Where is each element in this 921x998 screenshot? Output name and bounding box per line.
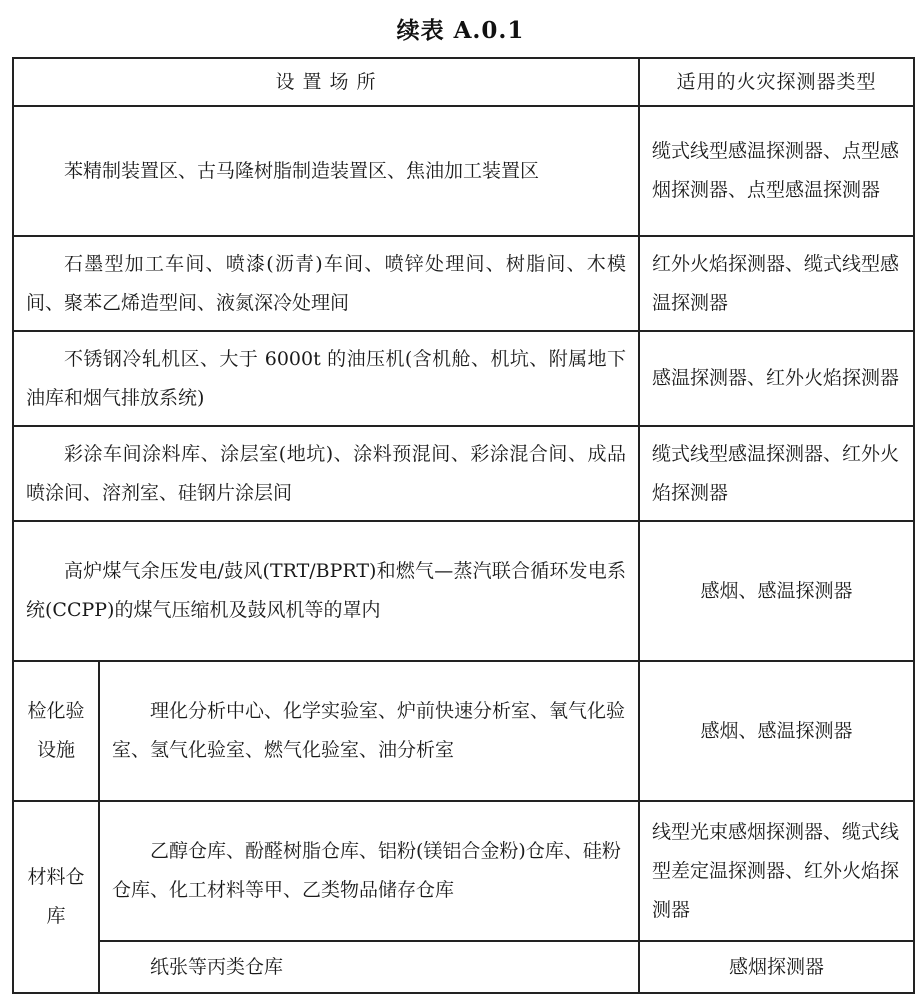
place-cell: 苯精制装置区、古马隆树脂制造装置区、焦油加工装置区	[13, 106, 639, 236]
place-cell: 纸张等丙类仓库	[99, 941, 639, 993]
detector-cell: 线型光束感烟探测器、缆式线型差定温探测器、红外火焰探测器	[639, 801, 914, 941]
table-row	[13, 661, 914, 801]
header-detector-type: 适用的火灾探测器类型	[639, 58, 914, 106]
detector-table	[12, 57, 915, 994]
detector-cell: 红外火焰探测器、缆式线型感温探测器	[639, 236, 914, 331]
header-place: 设 置 场 所	[13, 58, 639, 106]
place-cell: 不锈钢冷轧机区、大于 6000t 的油压机(含机舱、机坑、附属地下油库和烟气排放系统)	[13, 331, 639, 426]
detector-cell: 感烟、感温探测器	[639, 661, 914, 801]
table-header-row	[13, 58, 914, 106]
place-cell: 高炉煤气余压发电/鼓风(TRT/BPRT)和燃气—蒸汽联合循环发电系统(CCPP)的煤气压缩机及鼓风机等的罩内	[13, 521, 639, 661]
group-label-lab: 检化验设施	[13, 661, 99, 801]
detector-cell: 感温探测器、红外火焰探测器	[639, 331, 914, 426]
detector-cell: 缆式线型感温探测器、红外火焰探测器	[639, 426, 914, 521]
table-row	[13, 941, 914, 993]
table-title: 续表 A.0.1	[396, 17, 525, 44]
detector-cell: 感烟、感温探测器	[639, 521, 914, 661]
table-row	[13, 106, 914, 236]
table-row	[13, 801, 914, 941]
detector-cell: 感烟探测器	[639, 941, 914, 993]
table-row	[13, 236, 914, 331]
table-row	[13, 426, 914, 521]
table-row	[13, 521, 914, 661]
place-cell: 石墨型加工车间、喷漆(沥青)车间、喷锌处理间、树脂间、木模间、聚苯乙烯造型间、液氮深冷处理间	[13, 236, 639, 331]
group-label-warehouse: 材料仓库	[13, 801, 99, 993]
detector-cell: 缆式线型感温探测器、点型感烟探测器、点型感温探测器	[639, 106, 914, 236]
table-row	[13, 331, 914, 426]
place-cell: 乙醇仓库、酚醛树脂仓库、铝粉(镁铝合金粉)仓库、硅粉仓库、化工材料等甲、乙类物品储存仓库	[99, 801, 639, 941]
place-cell: 彩涂车间涂料库、涂层室(地坑)、涂料预混间、彩涂混合间、成品喷涂间、溶剂室、硅钢片涂层间	[13, 426, 639, 521]
place-cell: 理化分析中心、化学实验室、炉前快速分析室、氧气化验室、氢气化验室、燃气化验室、油分析室	[99, 661, 639, 801]
